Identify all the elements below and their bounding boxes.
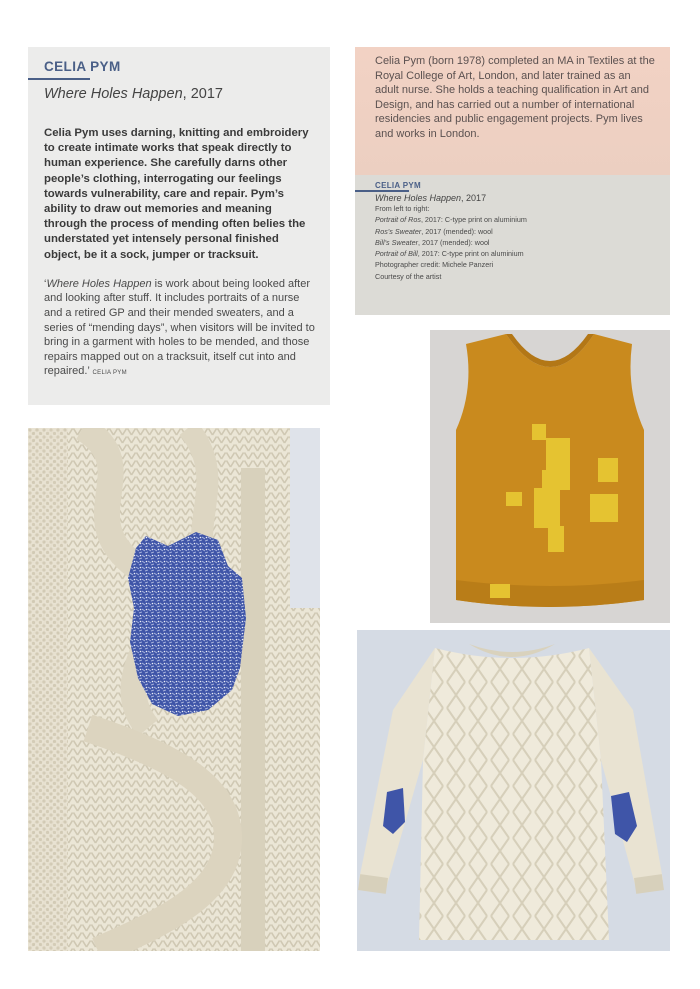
work-credits bbox=[355, 175, 670, 282]
credit-item-title: Bill’s Sweater bbox=[375, 237, 419, 247]
credit-item-detail: , 2017 (mended): wool bbox=[418, 237, 490, 247]
quote-signature: CELIA PYM bbox=[92, 370, 127, 377]
exhibition-label-bio bbox=[355, 47, 670, 315]
courtesy-credit: Courtesy of the artist bbox=[375, 271, 442, 281]
vest-photo bbox=[430, 330, 670, 623]
sweater-photo bbox=[357, 630, 670, 951]
artist-quote bbox=[44, 277, 316, 381]
credit-item bbox=[375, 248, 656, 259]
credit-item-title: Portrait of Bill bbox=[375, 249, 418, 259]
credits-artist-name: CELIA PYM bbox=[375, 181, 421, 190]
credits-work-year: , 2017 bbox=[461, 193, 487, 203]
quote-work-title: Where Holes Happen bbox=[46, 277, 152, 290]
credit-item-detail: , 2017 (mended): wool bbox=[421, 226, 493, 236]
credit-item-title: Portrait of Ros bbox=[375, 215, 421, 225]
label-body-text: Celia Pym uses darning, knitting and embroidery to create intimate works that speak directly to human experience. She carefully darns other people’s clothing, interrogating our feelings towards vulnerability, care and repair. Pym’s ability to draw out memories and meaning through the process of mending often belies the understated yet intensely personal finished object, be it a sock, jumper or tracksuit. bbox=[44, 127, 309, 261]
sweater-body bbox=[419, 648, 609, 940]
work-year: , 2017 bbox=[182, 86, 223, 102]
darn-closeup-photo bbox=[28, 428, 320, 951]
credits-rule bbox=[355, 190, 409, 192]
sweater-image bbox=[357, 630, 670, 951]
label-rule bbox=[28, 78, 90, 80]
credit-item bbox=[375, 226, 656, 237]
vest-image bbox=[430, 330, 670, 623]
work-title bbox=[44, 86, 316, 102]
credits-work-title bbox=[375, 193, 656, 203]
exhibition-label-main bbox=[28, 47, 330, 405]
artist-bio: Celia Pym (born 1978) completed an MA in Textiles at the Royal College of Art, London, and later trained as an adult nurse. She holds a teaching qualification in Art and Design, and has carried out a number of international residencies and public engagement projects. Pym lives and works in London. bbox=[355, 47, 670, 175]
artist-name: CELIA PYM bbox=[44, 59, 121, 74]
credits-order: From left to right: bbox=[375, 204, 430, 213]
quote-text: is work about being looked after and looking after stuff. It includes portraits of a nurse and a retired GP and their mended sweaters, and a series of “mending days”, when visitors will be invited to bring in a garment with holes to be mended, and those repairs mapped out on a tracksuit, itself cut into and repaired.’ bbox=[44, 277, 315, 378]
credit-item-title: Ros’s Sweater bbox=[375, 226, 422, 236]
quote-open: ‘ bbox=[44, 277, 47, 290]
credit-item-detail: , 2017: C-type print on aluminium bbox=[417, 249, 524, 259]
credit-item bbox=[375, 237, 656, 248]
credit-item-detail: , 2017: C-type print on aluminium bbox=[420, 215, 527, 225]
credit-item bbox=[375, 214, 656, 225]
darn-closeup-image bbox=[28, 428, 320, 951]
work-title-italic: Where Holes Happen bbox=[44, 86, 183, 102]
photographer-credit: Photographer credit: Michele Panzeri bbox=[375, 260, 494, 270]
credits-work-title-italic: Where Holes Happen bbox=[375, 193, 462, 203]
